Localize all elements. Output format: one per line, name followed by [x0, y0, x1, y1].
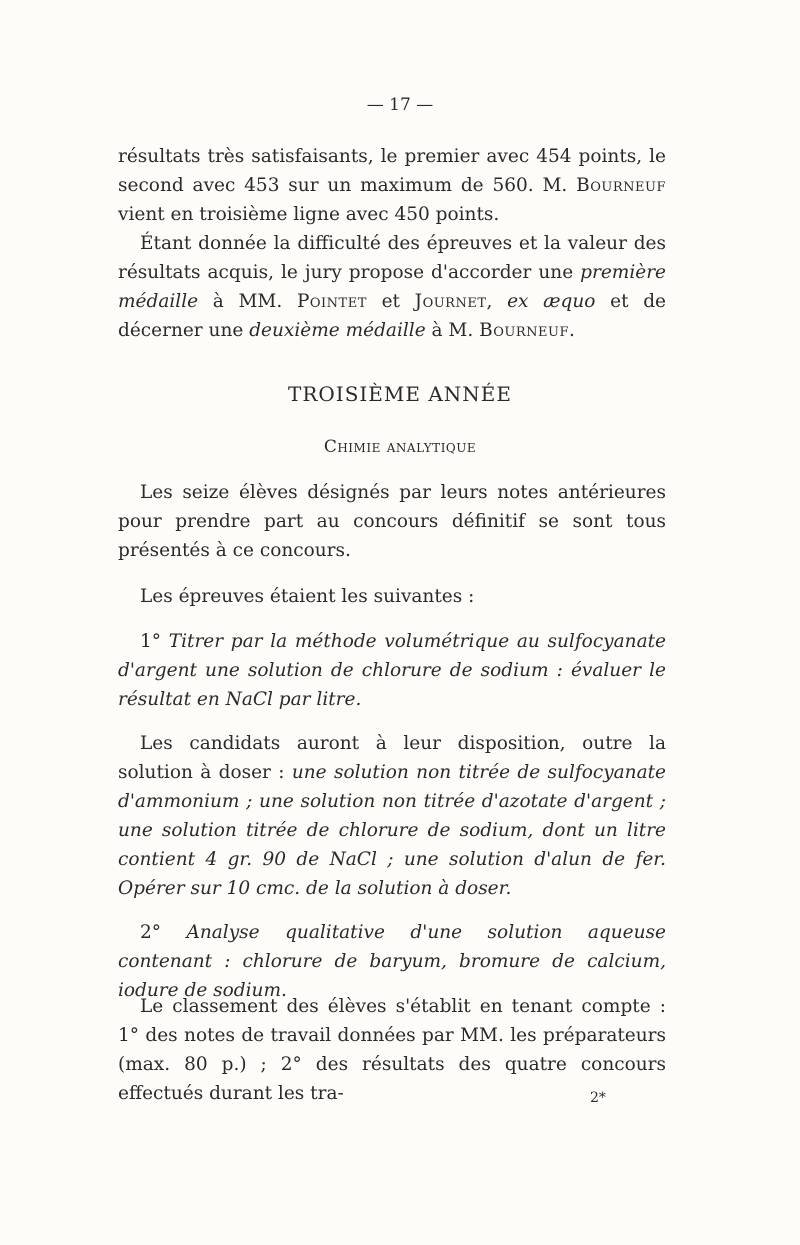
page-number: — 17 — [366, 95, 434, 115]
exercise-2-paragraph: 2° Analyse qualitative d'une solution aqueuse contenant : chlorure de baryum, bromure de calcium, iodure de sodium. [118, 922, 666, 1001]
surname: Bourneuf [576, 175, 666, 196]
body-text-1 [118, 478, 666, 565]
section-title: TROISIÈME ANNÉE [288, 382, 512, 406]
materials [118, 729, 666, 903]
ranking-text [118, 992, 666, 1108]
exercise-1 [118, 627, 666, 714]
intro-paragraph-2: Étant donnée la difficulté des épreuves et la valeur des résultats acquis, le jury propose d'accorder une première médaille à MM. Pointet et Journet, ex æquo et de décerner une deuxième médaille à M. Bourneuf. [118, 233, 667, 341]
surname: Pointet [296, 291, 367, 312]
intro-text [118, 142, 666, 345]
body-paragraph: Les seize élèves désignés par leurs notes antérieures pour prendre part au concours définitif se sont tous présentés à ce concours. [118, 482, 666, 561]
signature-mark: 2* [590, 1090, 606, 1106]
body-paragraph: Les épreuves étaient les suivantes : [140, 586, 475, 607]
exercise-1-paragraph: 1° Titrer par la méthode volumétrique au sulfocyanate d'argent une solution de chlorure de sodium : évaluer le résultat en NaCl par litre. [118, 631, 666, 710]
surname: Journet [414, 291, 487, 312]
ranking-paragraph: Le classement des élèves s'établit en tenant compte : 1° des notes de travail données par MM. les préparateurs (max. 80 p.) ; 2° des résultats des quatre concours effectués durant les tra- [118, 996, 666, 1104]
body-text-2 [118, 582, 666, 611]
subsection-title: Chimie analytique [323, 437, 477, 457]
intro-paragraph-1: résultats très satisfaisants, le premier avec 454 points, le second avec 453 sur un maximum de 560. M. Bourneuf vient en troisième ligne avec 450 points. [118, 146, 666, 225]
surname: Bourneuf [479, 320, 569, 341]
materials-paragraph: Les candidats auront à leur disposition, outre la solution à doser : une solution non titrée de sulfocyanate d'ammonium ; une solution non titrée d'azotate d'argent ; une solution titrée de chlorure de sodium, dont un litre contient 4 gr. 90 de NaCl ; une solution d'alun de fer. Opérer sur 10 cmc. de la solution à doser. [118, 733, 667, 899]
